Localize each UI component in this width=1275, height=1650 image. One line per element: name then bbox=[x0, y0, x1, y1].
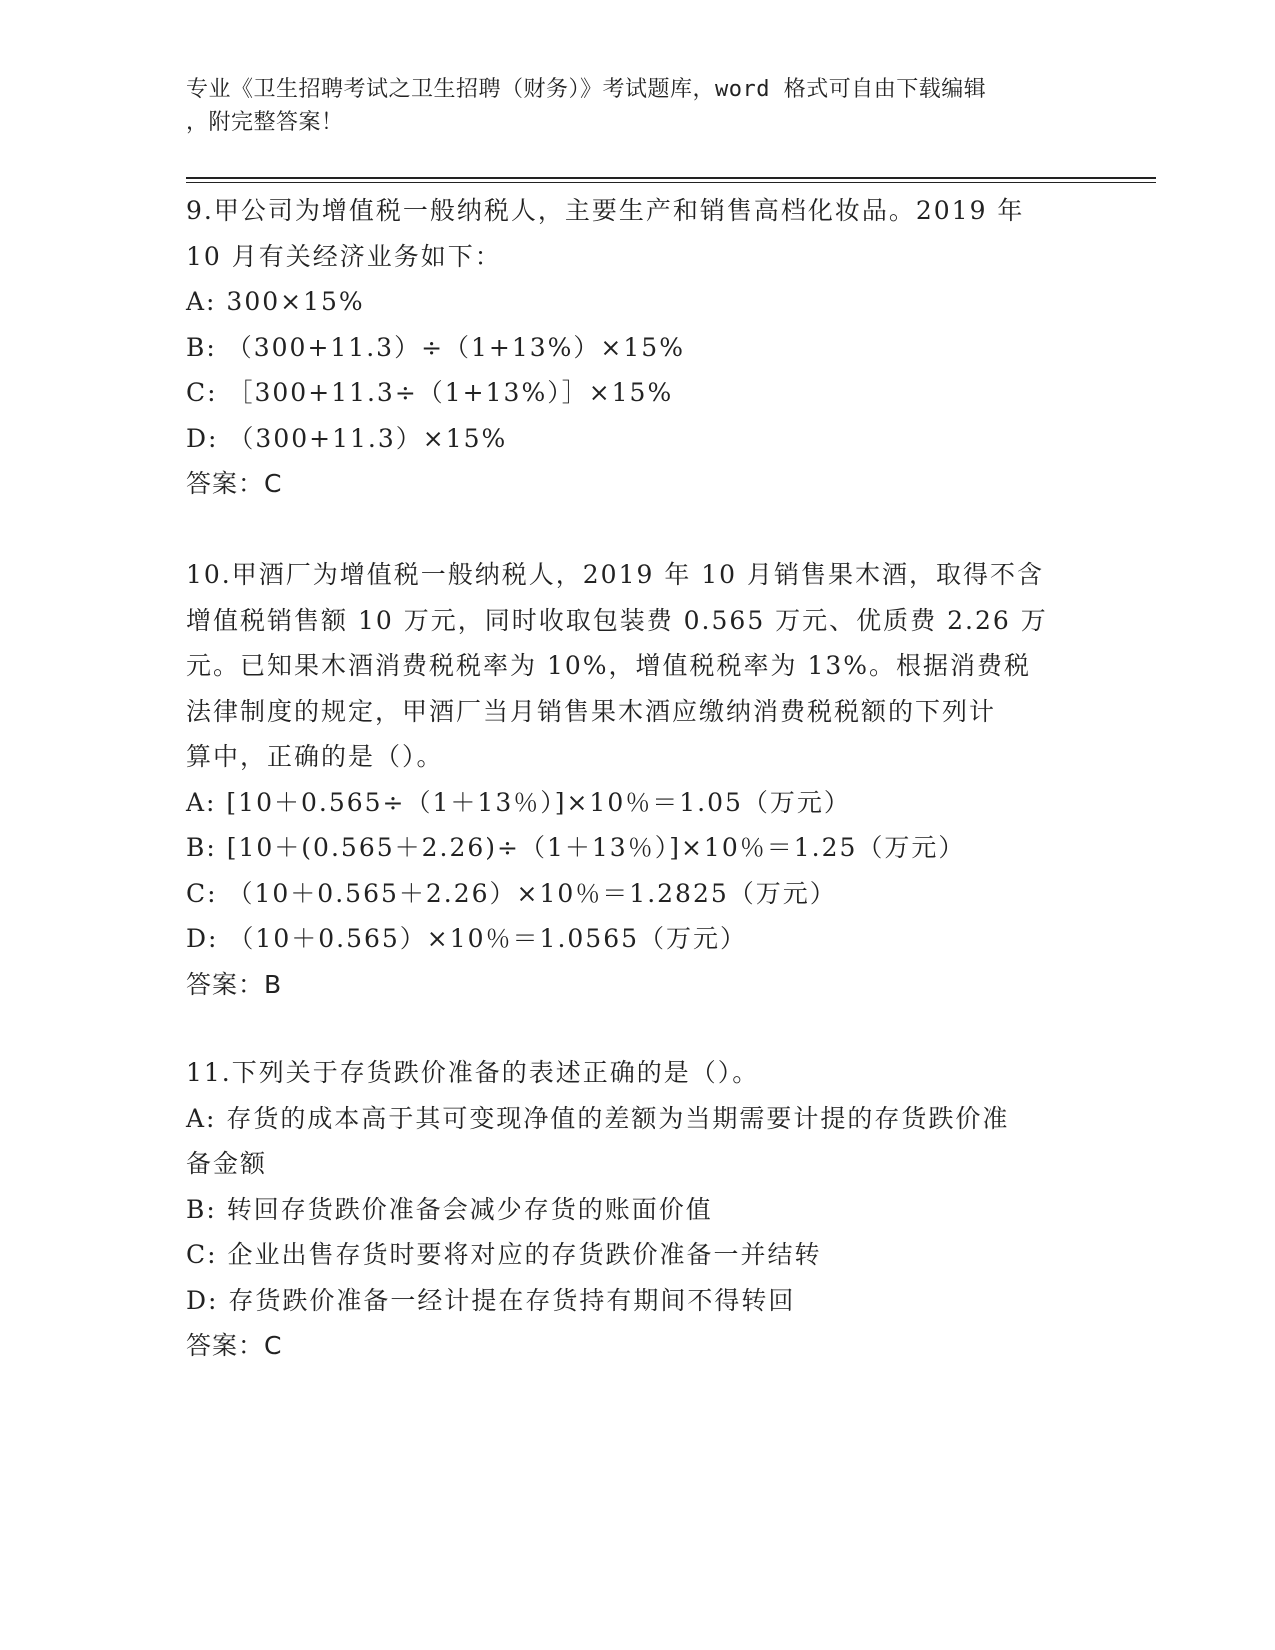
option-c: C: 企业出售存货时要将对应的存货跌价准备一并结转 bbox=[186, 1240, 822, 1269]
answer: 答案：C bbox=[186, 1331, 283, 1360]
question-10 bbox=[186, 552, 1086, 1007]
question-11 bbox=[186, 1050, 1086, 1369]
header-rule-thin bbox=[186, 182, 1156, 183]
question-stem-line: 11.下列关于存货跌价准备的表述正确的是（）。 bbox=[186, 1058, 760, 1087]
option-a: A: [10＋0.565÷（1＋13％）]×10％＝1.05（万元） bbox=[186, 787, 851, 817]
option-c: C: （10＋0.565＋2.26）×10％＝1.2825（万元） bbox=[186, 878, 837, 908]
option-d: D: （300+11.3）×15% bbox=[186, 423, 508, 453]
option-a: A: 存货的成本高于其可变现净值的差额为当期需要计提的存货跌价准 bbox=[186, 1103, 1010, 1133]
header-rule-thick bbox=[186, 177, 1156, 179]
option-d: D: （10＋0.565）×10％＝1.0565（万元） bbox=[186, 924, 748, 953]
page-header bbox=[186, 73, 1066, 139]
option-b: B: （300+11.3）÷（1+13%）×15% bbox=[186, 332, 685, 362]
option-d: D: 存货跌价准备一经计提在存货持有期间不得转回 bbox=[186, 1285, 796, 1315]
header-line-1: 专业《卫生招聘考试之卫生招聘（财务）》考试题库，word 格式可自由下载编辑 bbox=[186, 77, 987, 102]
question-stem-line: 10.甲酒厂为增值税一般纳税人，2019 年 10 月销售果木酒，取得不含 bbox=[186, 560, 1045, 589]
option-b: B: 转回存货跌价准备会减少存货的账面价值 bbox=[186, 1194, 713, 1224]
answer: 答案：B bbox=[186, 969, 283, 999]
question-stem-line: 10 月有关经济业务如下： bbox=[186, 241, 502, 271]
option-c: C: ［300+11.3÷（1+13%）］×15% bbox=[186, 378, 674, 407]
question-stem-line: 算中，正确的是（）。 bbox=[186, 742, 444, 771]
header-line-2: ，附完整答案！ bbox=[186, 110, 344, 135]
answer: 答案：C bbox=[186, 469, 283, 498]
option-b: B: [10＋(0.565＋2.26)÷（1＋13％）]×10％＝1.25（万元） bbox=[186, 833, 966, 862]
option-a: A: 300×15% bbox=[186, 287, 365, 316]
question-9 bbox=[186, 188, 1086, 507]
question-stem-line: 法律制度的规定，甲酒厂当月销售果木酒应缴纳消费税税额的下列计 bbox=[186, 696, 997, 726]
question-stem-line: 元。已知果木酒消费税税率为 10%，增值税税率为 13%。根据消费税 bbox=[186, 651, 1032, 680]
question-stem-line: 增值税销售额 10 万元，同时收取包装费 0.565 万元、优质费 2.26 万 bbox=[186, 605, 1048, 635]
option-a-continuation: 备金额 bbox=[186, 1149, 268, 1178]
question-stem-line: 9.甲公司为增值税一般纳税人，主要生产和销售高档化妆品。2019 年 bbox=[186, 196, 1025, 225]
